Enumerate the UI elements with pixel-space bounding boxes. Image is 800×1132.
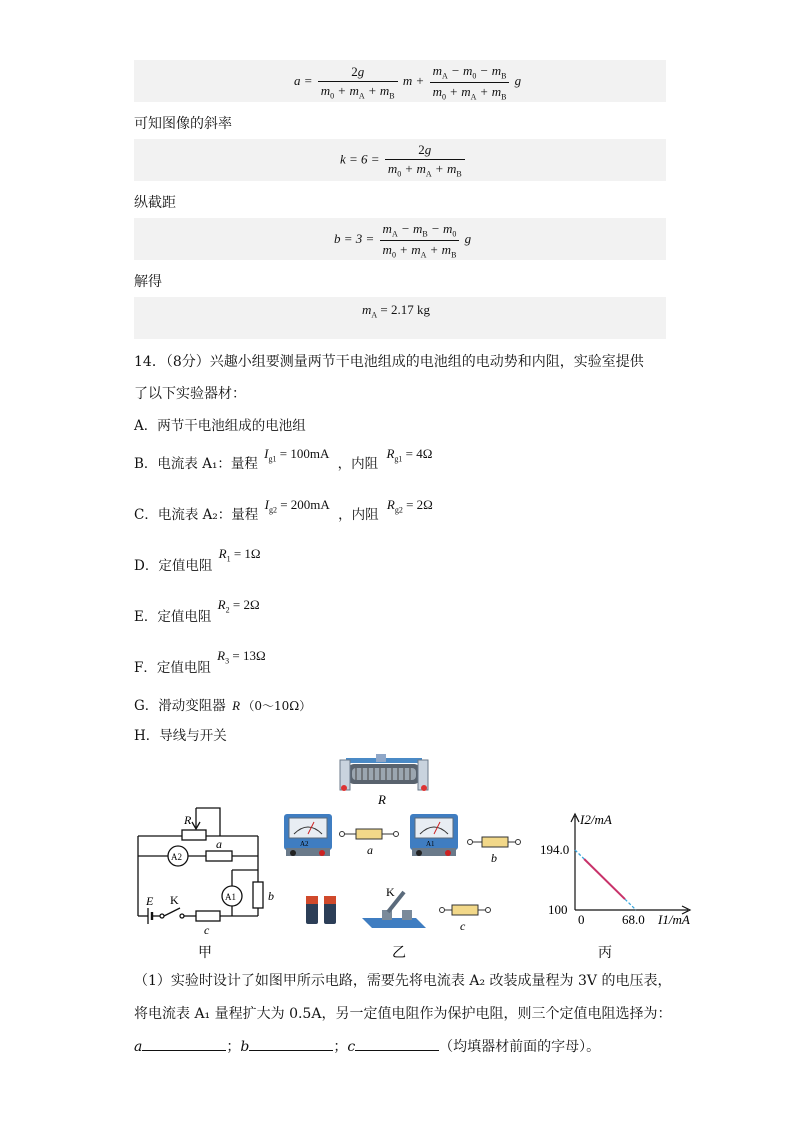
- equation-slope: k = 6 = $\frac{2g}{m_0 + m_A + m_B}$: [340, 142, 467, 179]
- option-h: H．导线与开关: [134, 728, 227, 744]
- part1-line1: （1）实验时设计了如图甲所示电路，需要先将电流表 A₂ 改装成量程为 3V 的电压表，: [134, 973, 672, 989]
- kit-label-a: a: [367, 843, 373, 857]
- experiment-figure: [0, 750, 800, 980]
- question-stem-line1: 14．（8分）兴趣小组要测量两节干电池组成的电池组的电动势和内阻，实验室提供: [134, 354, 644, 370]
- resistor-c-image: [440, 905, 491, 915]
- graph-y-bottom-tick: 100: [548, 902, 568, 917]
- kit-label-A1: A1: [426, 840, 435, 848]
- kit-label-K: K: [386, 885, 395, 899]
- caption-bing: 丙: [598, 946, 612, 961]
- kit-label-A2: A2: [300, 840, 309, 848]
- blank-b[interactable]: [249, 1038, 333, 1051]
- graph-y-top-tick: 194.0: [540, 842, 570, 857]
- caption-yi: 乙: [392, 946, 406, 961]
- equation-intercept: b = 3 = $\frac{m_A - m_B - m_0}{m_0 + m_A + m_B}$ g: [334, 221, 472, 260]
- label-intercept: 纵截距: [134, 195, 176, 211]
- rheostat-image: [340, 754, 428, 791]
- label-slope: 可知图像的斜率: [134, 116, 232, 132]
- graph-dashed-extension-top: [575, 850, 584, 859]
- answer-line: a ；b ；c （均填器材前面的字母）。: [134, 1039, 601, 1055]
- graph-xlabel: I1/mA: [658, 912, 690, 927]
- equation-acceleration: a = $\frac{2g}{m_0 + m_A + m_B}$ m + $\frac{m_A - m_0 - m_B}{m_0 + m_A + m_B}$ g: [294, 63, 522, 102]
- option-a: A．两节干电池组成的电池组: [134, 418, 306, 434]
- part1-line2: 将电流表 A₁ 量程扩大为 0.5A，另一定值电阻作为保护电阻，则三个定值电阻选择为：: [134, 1006, 672, 1022]
- graph-dashed-extension-bottom: [625, 899, 636, 910]
- label-solve: 解得: [134, 274, 162, 290]
- option-d: D．定值电阻 $R_1 = 1\Omega$: [134, 546, 261, 574]
- circuit-label-K: K: [170, 893, 179, 907]
- caption-jia: 甲: [198, 946, 212, 961]
- ammeter-a1-image: [410, 814, 458, 856]
- question-stem-line2: 了以下实验器材：: [134, 386, 246, 402]
- option-g: G．滑动变阻器 R （0～10Ω）: [134, 698, 312, 714]
- option-f: F．定值电阻 $R_3 = 13\Omega$: [134, 648, 266, 676]
- option-c: C．电流表 A₂：量程 $I_{g2} = 200mA$ ，内阻 $R_{g2} = 2\Omega$: [134, 497, 433, 523]
- resistor-a-image: [340, 829, 399, 839]
- equation-result: $m_A = 2.17$ kg: [362, 302, 431, 320]
- battery-image: [306, 896, 336, 924]
- circuit-label-A1: A1: [225, 892, 236, 902]
- circuit-label-A2: A2: [171, 852, 182, 862]
- graph-x-origin-tick: 0: [578, 912, 585, 927]
- kit-label-c: c: [460, 919, 466, 933]
- ammeter-a2-image: [284, 814, 332, 856]
- circuit-label-E: E: [146, 894, 154, 908]
- graph-ylabel: I2/mA: [580, 812, 612, 827]
- graph-data-line: [584, 859, 625, 899]
- circuit-label-c: c: [204, 923, 210, 937]
- circuit-diagram: [138, 808, 263, 924]
- blank-a[interactable]: [142, 1038, 226, 1051]
- circuit-label-b: b: [268, 889, 274, 903]
- resistor-b-image: [468, 837, 521, 847]
- kit-label-b: b: [491, 851, 497, 865]
- graph-x-end-tick: 68.0: [622, 912, 645, 927]
- rheostat-label: R: [378, 792, 386, 807]
- option-e: E．定值电阻 $R_2 = 2\Omega$: [134, 597, 260, 625]
- option-b: B．电流表 A₁：量程 $I_{g1} = 100mA$ ，内阻 $R_{g1} = 4\Omega$: [134, 446, 433, 472]
- circuit-label-R: R: [184, 813, 192, 827]
- circuit-label-a: a: [216, 837, 222, 851]
- blank-c[interactable]: [355, 1038, 439, 1051]
